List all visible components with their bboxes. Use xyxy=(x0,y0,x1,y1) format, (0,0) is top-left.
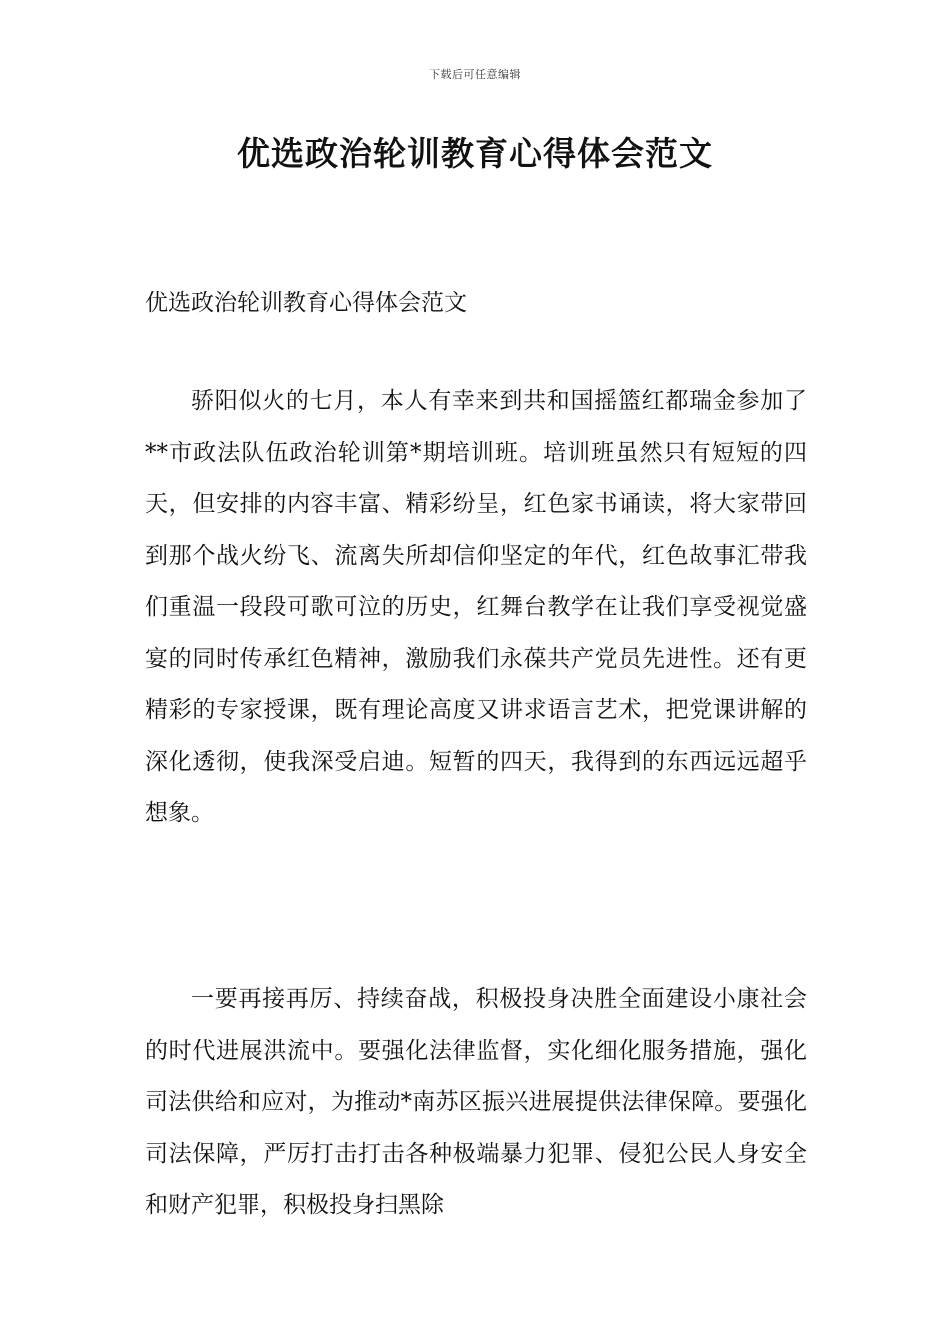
header-note: 下载后可任意编辑 xyxy=(429,68,521,81)
body-paragraph-2: 一要再接再厉、持续奋战，积极投身决胜全面建设小康社会的时代进展洪流中。要强化法律监督，实化细化服务措施，强化司法供给和应对，为推动*南苏区振兴进展提供法律保障。要强化司法保障，严厉打击打击各种极端暴力犯罪、侵犯公民人身安全和财产犯罪，积极投身扫黑除 xyxy=(145,986,807,1218)
body-paragraph-1: 骄阳似火的七月，本人有幸来到共和国摇篮红都瑞金参加了**市政法队伍政治轮训第*期培训班。培训班虽然只有短短的四天，但安排的内容丰富、精彩纷呈，红色家书诵读，将大家带回到那个战火纷飞、流离失所却信仰坚定的年代，红色故事汇带我们重温一段段可歌可泣的历史，红舞台教学在让我们享受视觉盛宴的同时传承红色精神，激励我们永葆共产党员先进性。还有更精彩的专家授课，既有理论高度又讲求语言艺术，把党课讲解的深化透彻，使我深受启迪。短暂的四天，我得到的东西远远超乎想象。 xyxy=(145,388,807,826)
document-title: 优选政治轮训教育心得体会范文 xyxy=(237,134,713,173)
document-subtitle: 优选政治轮训教育心得体会范文 xyxy=(145,290,467,316)
